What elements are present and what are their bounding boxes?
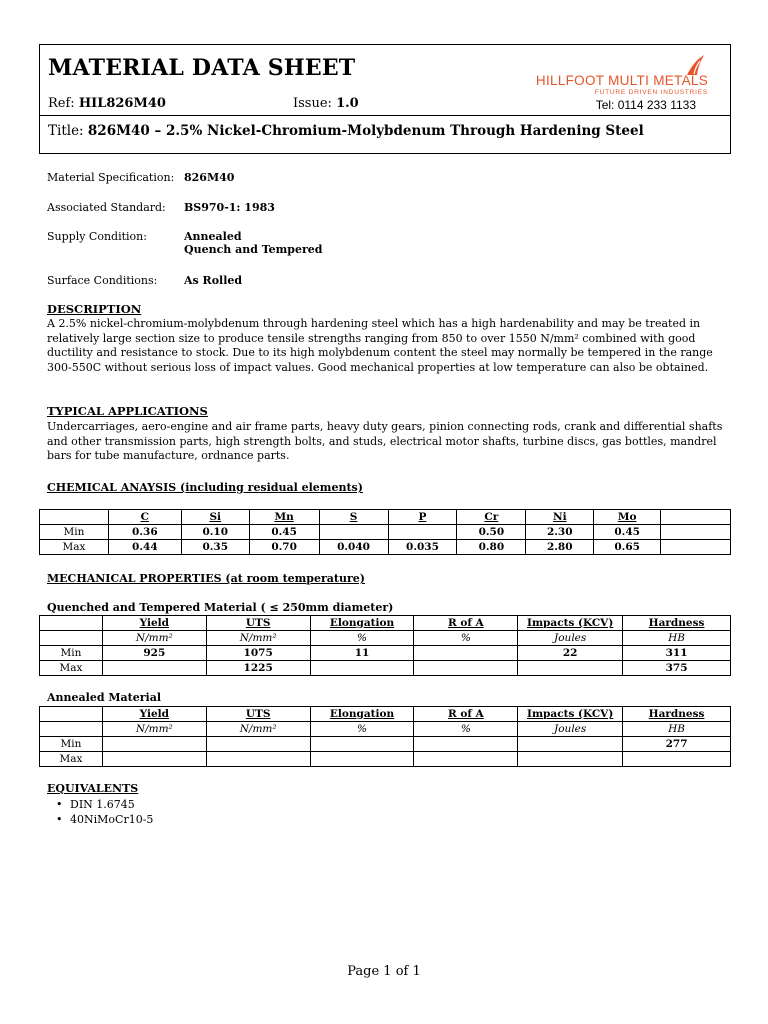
row-label: Max xyxy=(40,661,103,676)
table-cell: 0.65 xyxy=(594,540,661,555)
chem-col-p: P xyxy=(388,510,457,525)
chem-col-cr: Cr xyxy=(457,510,526,525)
table-cell: 0.035 xyxy=(388,540,457,555)
chem-col-c: C xyxy=(108,510,181,525)
title-line xyxy=(48,123,644,139)
supply-row xyxy=(47,230,322,256)
title-label: Title: xyxy=(48,123,84,139)
col-impacts: Impacts (KCV) xyxy=(518,707,623,722)
list-item: • DIN 1.6745 xyxy=(70,797,153,812)
mechanical-heading: MECHANICAL PROPERTIES (at room temperature) xyxy=(47,572,365,585)
unit-cell: % xyxy=(414,722,518,737)
col-elongation: Elongation xyxy=(310,616,414,631)
table-cell: 0.36 xyxy=(108,525,181,540)
col-uts: UTS xyxy=(206,616,310,631)
table-cell xyxy=(206,752,310,767)
unit-cell: HB xyxy=(623,722,731,737)
qt-corner-cell xyxy=(40,616,103,631)
standard-row xyxy=(47,201,275,214)
table-cell: 22 xyxy=(518,646,623,661)
table-cell: 1075 xyxy=(206,646,310,661)
description-heading: DESCRIPTION xyxy=(47,302,142,316)
supply-value-qt: Quench and Tempered xyxy=(184,243,323,256)
table-cell xyxy=(206,737,310,752)
qt-heading: Quenched and Tempered Material ( ≤ 250mm diameter) xyxy=(47,601,394,614)
issue-label: Issue: xyxy=(293,96,332,111)
table-row xyxy=(40,540,731,555)
col-r-of-a: R of A xyxy=(414,616,518,631)
chem-col-mo: Mo xyxy=(594,510,661,525)
col-yield: Yield xyxy=(102,707,206,722)
table-cell: 0.45 xyxy=(594,525,661,540)
col-r-of-a: R of A xyxy=(414,707,518,722)
chemical-header-row xyxy=(40,510,731,525)
table-cell: 277 xyxy=(623,737,731,752)
table-cell: 0.80 xyxy=(457,540,526,555)
page-number: Page 1 of 1 xyxy=(347,964,421,979)
row-label: Min xyxy=(40,646,103,661)
col-hardness: Hardness xyxy=(623,707,731,722)
annealed-heading: Annealed Material xyxy=(47,691,162,704)
table-row xyxy=(40,646,731,661)
applications-text: Undercarriages, aero-engine and air frame parts, heavy duty gears, pinion connecting rods, crank and differential shafts and other transmission parts, high strength bolts, and studs, electrical motor shafts, turbine discs, gas bottles, mandrel bars for tube manufacture, ordnance parts. xyxy=(47,420,723,463)
equivalents-list xyxy=(70,797,153,827)
table-row xyxy=(40,752,731,767)
col-hardness: Hardness xyxy=(623,616,731,631)
logo-name: HILLFOOT MULTI METALS xyxy=(535,73,708,88)
qt-units-row xyxy=(40,631,731,646)
table-cell xyxy=(518,752,623,767)
units-corner-cell xyxy=(40,722,103,737)
table-cell: 0.10 xyxy=(181,525,249,540)
unit-cell: N/mm² xyxy=(206,722,310,737)
table-cell: 375 xyxy=(623,661,731,676)
table-cell xyxy=(623,752,731,767)
unit-cell: % xyxy=(414,631,518,646)
material-spec-label: Material Specification: xyxy=(47,171,175,184)
chem-col-ni: Ni xyxy=(526,510,594,525)
table-cell: 0.70 xyxy=(249,540,319,555)
supply-value-annealed: Annealed xyxy=(184,230,242,243)
table-cell: 2.80 xyxy=(526,540,594,555)
document-title: MATERIAL DATA SHEET xyxy=(48,55,356,81)
table-cell xyxy=(518,661,623,676)
units-corner-cell xyxy=(40,631,103,646)
surface-value: As Rolled xyxy=(184,274,243,287)
table-cell xyxy=(319,525,388,540)
table-cell: 0.35 xyxy=(181,540,249,555)
annealed-properties-table xyxy=(39,706,731,767)
unit-cell: % xyxy=(310,722,414,737)
col-elongation: Elongation xyxy=(310,707,414,722)
table-cell xyxy=(310,737,414,752)
chem-col-si: Si xyxy=(181,510,249,525)
ref-value: HIL826M40 xyxy=(78,96,166,111)
row-label: Max xyxy=(40,540,109,555)
table-cell xyxy=(414,646,518,661)
table-cell xyxy=(102,661,206,676)
table-cell: 11 xyxy=(310,646,414,661)
table-cell: 0.50 xyxy=(457,525,526,540)
unit-cell: N/mm² xyxy=(102,631,206,646)
unit-cell: N/mm² xyxy=(206,631,310,646)
supply-values xyxy=(184,230,322,256)
chemical-table xyxy=(39,509,731,555)
ref-line xyxy=(48,96,166,111)
table-row xyxy=(40,525,731,540)
table-cell: 311 xyxy=(623,646,731,661)
chem-col-mn: Mn xyxy=(249,510,319,525)
annealed-units-row xyxy=(40,722,731,737)
issue-line xyxy=(293,96,359,111)
ref-label: Ref: xyxy=(48,96,75,111)
table-cell xyxy=(310,661,414,676)
col-impacts: Impacts (KCV) xyxy=(518,616,623,631)
supply-label: Supply Condition: xyxy=(47,230,147,243)
table-cell xyxy=(661,525,731,540)
table-cell: 1225 xyxy=(206,661,310,676)
row-label: Min xyxy=(40,525,109,540)
unit-cell: % xyxy=(310,631,414,646)
table-cell: 0.44 xyxy=(108,540,181,555)
header-divider xyxy=(40,115,730,116)
header-box xyxy=(39,44,731,154)
material-spec-value: 826M40 xyxy=(184,171,235,184)
standard-label: Associated Standard: xyxy=(47,201,166,214)
table-cell xyxy=(414,661,518,676)
table-row xyxy=(40,661,731,676)
issue-value: 1.0 xyxy=(336,96,359,111)
row-label: Max xyxy=(40,752,103,767)
material-spec-row xyxy=(47,171,234,184)
annealed-header-row xyxy=(40,707,731,722)
chem-col-s: S xyxy=(319,510,388,525)
table-row xyxy=(40,737,731,752)
chemical-heading: CHEMICAL ANAYSIS (including residual elements) xyxy=(47,481,363,494)
chemical-corner-cell xyxy=(40,510,109,525)
table-cell xyxy=(518,737,623,752)
unit-cell: HB xyxy=(623,631,731,646)
unit-cell: Joules xyxy=(518,722,623,737)
row-label: Min xyxy=(40,737,103,752)
title-value: 826M40 – 2.5% Nickel-Chromium-Molybdenum Through Hardening Steel xyxy=(87,123,644,139)
annealed-corner-cell xyxy=(40,707,103,722)
applications-heading: TYPICAL APPLICATIONS xyxy=(47,404,208,418)
unit-cell: N/mm² xyxy=(102,722,206,737)
table-cell: 2.30 xyxy=(526,525,594,540)
qt-header-row xyxy=(40,616,731,631)
logo-tagline: FUTURE DRIVEN INDUSTRIES xyxy=(594,89,708,96)
table-cell: 0.45 xyxy=(249,525,319,540)
col-yield: Yield xyxy=(102,616,206,631)
surface-row xyxy=(47,274,242,287)
chem-col-blank xyxy=(661,510,731,525)
standard-value: BS970-1: 1983 xyxy=(184,201,275,214)
list-item: • 40NiMoCr10-5 xyxy=(70,812,153,827)
table-cell xyxy=(414,737,518,752)
table-cell xyxy=(414,752,518,767)
col-uts: UTS xyxy=(206,707,310,722)
table-cell xyxy=(102,737,206,752)
company-logo xyxy=(530,51,720,101)
table-cell xyxy=(102,752,206,767)
table-cell: 925 xyxy=(102,646,206,661)
table-cell xyxy=(661,540,731,555)
table-cell: 0.040 xyxy=(319,540,388,555)
surface-label: Surface Conditions: xyxy=(47,274,158,287)
qt-properties-table xyxy=(39,615,731,676)
telephone: Tel: 0114 233 1133 xyxy=(595,98,696,112)
equivalents-heading: EQUIVALENTS xyxy=(47,782,139,795)
unit-cell: Joules xyxy=(518,631,623,646)
table-cell xyxy=(388,525,457,540)
description-text: A 2.5% nickel-chromium-molybdenum through hardening steel which has a high hardenability and may be treated in relatively large section size to produce tensile strengths ranging from 850 to over 1550 N/mm² combined with good ductility and resistance to stock. Due to its high molybdenum content the steel may normally be tempered in the range 300-550C without serious loss of impact values. Good mechanical properties at low temperature can also be obtained. xyxy=(47,317,713,375)
table-cell xyxy=(310,752,414,767)
